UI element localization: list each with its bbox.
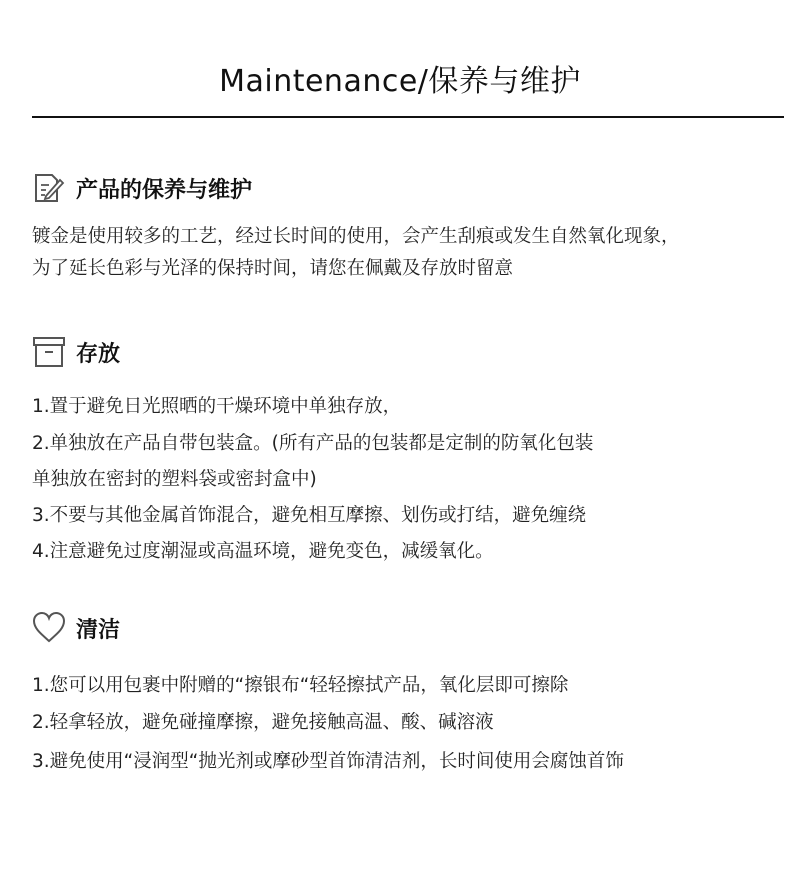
storage-list-item: 单独放在密封的塑料袋或密封盒中)	[32, 469, 317, 490]
section-heading-storage	[32, 335, 120, 369]
cleaning-list-item: 1.您可以用包裹中附赠的“擦银布“轻轻擦拭产品，氧化层即可擦除	[32, 675, 569, 696]
section-heading-text: 清洁	[76, 617, 121, 643]
storage-list-item: 4.注意避免过度潮湿或高温环境，避免变色，减缓氧化。	[32, 541, 494, 562]
care-text-line: 镀金是使用较多的工艺，经过长时间的使用，会产生刮痕或发生自然氧化现象，	[32, 226, 680, 247]
cleaning-list-item: 2.轻拿轻放，避免碰撞摩擦，避免接触高温、酸、碱溶液	[32, 712, 494, 733]
title-divider	[32, 116, 784, 118]
section-heading-cleaning	[32, 611, 120, 645]
storage-list-item: 2.单独放在产品自带包装盒。(所有产品的包装都是定制的防氧化包装	[32, 433, 594, 454]
heart-icon	[32, 611, 66, 645]
storage-list-item: 3.不要与其他金属首饰混合，避免相互摩擦、划伤或打结，避免缠绕	[32, 505, 587, 526]
section-heading-care	[32, 171, 252, 205]
edit-document-icon	[32, 171, 66, 205]
care-text-line: 为了延长色彩与光泽的保持时间，请您在佩戴及存放时留意	[32, 258, 514, 279]
section-heading-text: 存放	[76, 341, 121, 367]
section-heading-text: 产品的保养与维护	[76, 177, 253, 203]
page-title: Maintenance/保养与维护	[219, 64, 581, 99]
storage-list-item: 1.置于避免日光照晒的干燥环境中单独存放，	[32, 396, 402, 417]
storage-box-icon	[32, 335, 66, 369]
cleaning-list-item: 3.避免使用“浸润型“抛光剂或摩砂型首饰清洁剂，长时间使用会腐蚀首饰	[32, 751, 624, 772]
